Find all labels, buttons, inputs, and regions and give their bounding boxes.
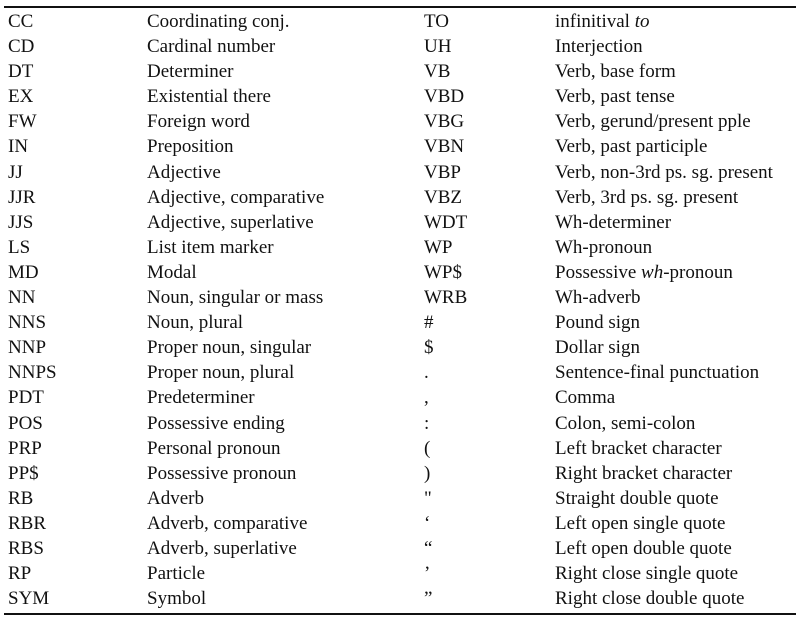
description-right-text: Interjection	[555, 36, 643, 58]
table-row	[4, 34, 796, 59]
table-row	[4, 109, 796, 134]
table-row	[4, 335, 796, 360]
description-left: Adjective	[147, 161, 221, 183]
description-right-text: Wh-determiner	[555, 211, 672, 233]
description-right	[555, 461, 732, 486]
description-left: Possessive ending	[147, 412, 285, 434]
description-right	[555, 59, 676, 84]
table-row	[4, 385, 796, 410]
tag-left: EX	[8, 86, 34, 108]
description-right-text: Right close double quote	[555, 588, 745, 610]
tag-left: NN	[8, 287, 36, 309]
description-left: Adverb	[147, 487, 204, 509]
description-left: Preposition	[147, 136, 234, 158]
table-row	[4, 310, 796, 335]
description-right-text: Left open double quote	[555, 537, 732, 559]
description-right	[555, 310, 640, 335]
tag-left: CC	[8, 11, 34, 32]
description-right	[555, 536, 732, 561]
description-right	[555, 260, 733, 285]
table-row	[4, 461, 796, 486]
description-right-text: Sentence-final punctuation	[555, 362, 760, 384]
description-right	[555, 385, 615, 410]
tag-right: WP$	[424, 261, 462, 283]
table-row	[4, 9, 796, 34]
table-row	[4, 586, 796, 611]
tag-left: NNPS	[8, 362, 57, 384]
description-right	[555, 235, 652, 260]
tag-left: SYM	[8, 588, 50, 610]
description-right-italic: wh	[641, 261, 664, 283]
table-row	[4, 84, 796, 109]
description-right	[555, 335, 640, 360]
description-left: Adjective, superlative	[147, 211, 314, 233]
description-right	[555, 160, 773, 185]
description-left: Adjective, comparative	[147, 186, 325, 208]
description-right	[555, 486, 719, 511]
tag-left: RBR	[8, 512, 47, 534]
description-right-text: Dollar sign	[555, 337, 640, 359]
description-right	[555, 411, 695, 436]
table-row	[4, 235, 796, 260]
tag-right: ‘	[424, 512, 431, 534]
table-row	[4, 536, 796, 561]
description-right	[555, 285, 640, 310]
description-right	[555, 436, 722, 461]
description-left: Cardinal number	[147, 36, 276, 58]
table-row	[4, 486, 796, 511]
description-right	[555, 109, 751, 134]
table-row	[4, 160, 796, 185]
description-right-text: Possessive	[555, 261, 642, 283]
tag-right: (	[424, 437, 431, 459]
tag-right: ,	[424, 387, 429, 409]
table-row	[4, 360, 796, 385]
tag-right: VBZ	[424, 186, 462, 208]
description-right-text: Right bracket character	[555, 462, 733, 484]
table-row	[4, 411, 796, 436]
tag-left: JJS	[8, 211, 34, 233]
tag-left: IN	[8, 136, 29, 158]
tag-right: WP	[424, 236, 453, 258]
tag-left: DT	[8, 61, 34, 83]
description-left: Possessive pronoun	[147, 462, 297, 484]
tag-left: FW	[8, 111, 37, 133]
description-right-text: Wh-adverb	[555, 287, 641, 309]
tag-left: POS	[8, 412, 43, 434]
description-right-text: Verb, base form	[555, 61, 676, 83]
description-right	[555, 210, 671, 235]
table-row	[4, 134, 796, 159]
tag-left: RBS	[8, 537, 44, 559]
tag-right: VBG	[424, 111, 465, 133]
description-right-suffix: -pronoun	[663, 261, 733, 283]
description-right	[555, 34, 643, 59]
description-left: List item marker	[147, 236, 274, 258]
description-right	[555, 9, 649, 34]
tag-right: ’	[424, 563, 431, 585]
description-right-text: Verb, gerund/present pple	[555, 111, 751, 133]
tag-left: NNS	[8, 312, 47, 334]
description-right-text: infinitival	[555, 11, 635, 32]
description-right	[555, 185, 738, 210]
description-left: Foreign word	[147, 111, 250, 133]
tag-right: “	[424, 537, 433, 559]
tag-right: VBP	[424, 161, 461, 183]
description-right-italic: to	[634, 11, 650, 32]
description-left: Particle	[147, 563, 206, 585]
description-left: Proper noun, singular	[147, 337, 312, 359]
description-right	[555, 134, 707, 159]
description-right-text: Colon, semi-colon	[555, 412, 696, 434]
tag-right: VBN	[424, 136, 465, 158]
description-left: Adverb, superlative	[147, 537, 297, 559]
tag-left: RP	[8, 563, 32, 585]
description-left: Personal pronoun	[147, 437, 281, 459]
description-right-text: Right close single quote	[555, 563, 739, 585]
tag-right: VBD	[424, 86, 465, 108]
tag-right: .	[424, 362, 429, 384]
tag-right: WDT	[424, 211, 468, 233]
description-right	[555, 586, 744, 611]
description-left: Symbol	[147, 588, 207, 610]
tag-right: $	[424, 337, 434, 359]
description-right-text: Pound sign	[555, 312, 640, 334]
tag-left: MD	[8, 261, 39, 283]
description-right	[555, 511, 725, 536]
tag-left: CD	[8, 36, 35, 58]
table-row	[4, 210, 796, 235]
description-left: Noun, singular or mass	[147, 287, 324, 309]
description-left: Proper noun, plural	[147, 362, 295, 384]
description-right-text: Verb, past participle	[555, 136, 708, 158]
tag-left: PRP	[8, 437, 42, 459]
tag-right: TO	[424, 11, 449, 32]
description-left: Modal	[147, 261, 197, 283]
tag-right: UH	[424, 36, 452, 58]
tag-left: NNP	[8, 337, 47, 359]
description-left: Existential there	[147, 86, 271, 108]
description-right-text: Verb, 3rd ps. sg. present	[555, 186, 739, 208]
description-right	[555, 360, 759, 385]
tag-right: "	[424, 487, 432, 509]
description-left: Adverb, comparative	[147, 512, 308, 534]
table-row	[4, 436, 796, 461]
table-row	[4, 260, 796, 285]
description-right	[555, 561, 738, 586]
description-left: Noun, plural	[147, 312, 244, 334]
tag-left: JJR	[8, 186, 36, 208]
table-row	[4, 185, 796, 210]
tag-right: :	[424, 412, 430, 434]
tag-left: LS	[8, 236, 31, 258]
tag-right: ”	[424, 588, 433, 610]
tag-right: WRB	[424, 287, 468, 309]
table-row	[4, 59, 796, 84]
table-row	[4, 511, 796, 536]
tag-left: PP$	[8, 462, 39, 484]
description-right-text: Left open single quote	[555, 512, 726, 534]
description-right-text: Verb, non-3rd ps. sg. present	[555, 161, 773, 183]
description-right	[555, 84, 675, 109]
table-row	[4, 561, 796, 586]
table-row	[4, 285, 796, 310]
pos-tag-table	[4, 6, 796, 615]
tag-left: PDT	[8, 387, 44, 409]
tag-right: VB	[424, 61, 451, 83]
description-left: Coordinating conj.	[147, 11, 290, 32]
description-left: Predeterminer	[147, 387, 255, 409]
description-right-text: Left bracket character	[555, 437, 722, 459]
tag-right: #	[424, 312, 434, 334]
description-right-text: Wh-pronoun	[555, 236, 653, 258]
tag-left: JJ	[8, 161, 23, 183]
description-right-text: Straight double quote	[555, 487, 719, 509]
tag-left: RB	[8, 487, 34, 509]
description-right-text: Comma	[555, 387, 616, 409]
description-left: Determiner	[147, 61, 234, 83]
description-right-text: Verb, past tense	[555, 86, 675, 108]
tag-right: )	[424, 462, 431, 484]
